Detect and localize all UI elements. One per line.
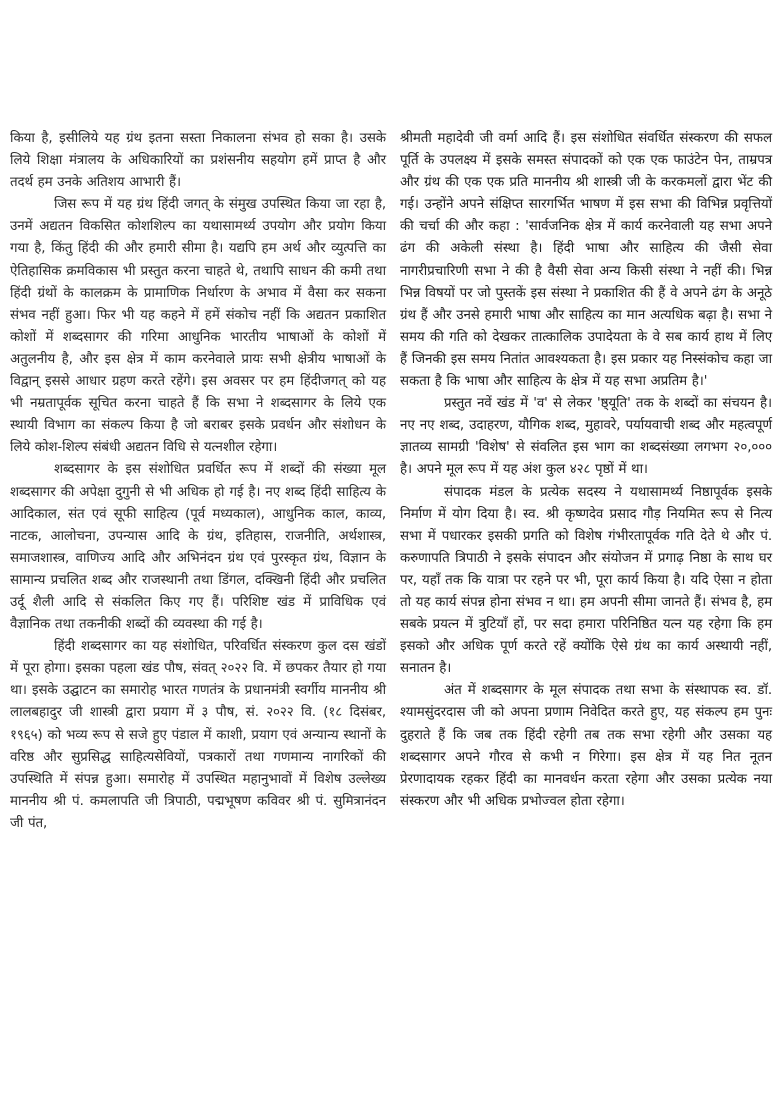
document-page [10,128,772,835]
paragraph: शब्दसागर के इस संशोधित प्रवर्धित रूप में शब्दों की संख्या मूल शब्दसागर की अपेक्षा दुगुनी से भी अधिक हो गई है। नए शब्द हिंदी साहित्य के आदिकाल, संत एवं सूफी साहित्य (पूर्व मध्यकाल), आधुनिक काल, काव्य, नाटक, आलोचना, उपन्यास आदि के ग्रंथ, इतिहास, राजनीति, अर्थशास्त्र, समाजशास्त्र, वाणिज्य आदि और अभिनंदन ग्रंथ एवं पुरस्कृत ग्रंथ, विज्ञान के सामान्य प्रचलित शब्द और राजस्थानी तथा डिंगल, दक्खिनी हिंदी और प्रचलित उर्दू शैली आदि से संकलित किए गए हैं। परिशिष्ट खंड में प्राविधिक एवं वैज्ञानिक तथा तकनीकी शब्दों की व्यवस्था की गई है। [10,462,386,633]
paragraph: अंत में शब्दसागर के मूल संपादक तथा सभा के संस्थापक स्व. डॉ. श्यामसुंदरदास जी को अपना प्रणाम निवेदित करते हुए, यह संकल्प हम पुनः दुहराते हैं कि जब तक हिंदी रहेगी तब तक सभा रहेगी और उसका यह शब्दसागर अपने गौरव से कभी न गिरेगा। इस क्षेत्र में यह नित नूतन प्रेरणादायक रहकर हिंदी का मानवर्धन करता रहेगा और उसका प्रत्येक नया संस्करण और भी अधिक प्रभोज्वल होता रहेगा। [400,683,772,809]
left-column [10,128,386,835]
paragraph: प्रस्तुत नवें खंड में 'व' से लेकर 'ष्ठ्यूति' तक के शब्दों का संचयन है। नए नए शब्द, उदाहरण, यौगिक शब्द, मुहावरे, पर्यायवाची शब्द और महत्वपूर्ण ज्ञातव्य सामग्री 'विशेष' से संवलित इस भाग का शब्दसंख्या लगभग २०,००० है। अपने मूल रूप में यह अंश कुल ४२८ पृष्ठों में था। [400,396,772,478]
paragraph: जिस रूप में यह ग्रंथ हिंदी जगत् के संमुख उपस्थित किया जा रहा है, उनमें अद्यतन विकसित कोशशिल्प का यथासामर्थ्य उपयोग और प्रयोग किया गया है, किंतु हिंदी की और हमारी सीमा है। यद्यपि हम अर्थ और व्युत्पत्ति का ऐतिहासिक क्रमविकास भी प्रस्तुत करना चाहते थे, तथापि साधन की कमी तथा हिंदी ग्रंथों के कालक्रम के प्रामाणिक निर्धारण के अभाव में वैसा कर सकना संभव नहीं हुआ। फिर भी यह कहने में हमें संकोच नहीं कि अद्यतन प्रकाशित कोशों में शब्दसागर की गरिमा आधुनिक भारतीय भाषाओं के कोशों में अतुलनीय है, और इस क्षेत्र में काम करनेवाले प्रायः सभी क्षेत्रीय भाषाओं के विद्वान् इससे आधार ग्रहण करते रहेंगे। इस अवसर पर हम हिंदीजगत् को यह भी नम्रतापूर्वक सूचित करना चाहते हैं कि सभा ने शब्दसागर के लिये एक स्थायी विभाग का संकल्प किया है जो बराबर इसके प्रवर्धन और संशोधन के लिये कोश-शिल्प संबंधी अद्यतन विधि से यत्नशील रहेगा। [10,197,386,456]
paragraph: हिंदी शब्दसागर का यह संशोधित, परिवर्धित संस्करण कुल दस खंडों में पूरा होगा। इसका पहला खंड पौष, संवत् २०२२ वि. में छपकर तैयार हो गया था। इसके उद्घाटन का समारोह भारत गणतंत्र के प्रधानमंत्री स्वर्गीय माननीय श्री लालबहादुर जी शास्त्री द्वारा प्रयाग में ३ पौष, सं. २०२२ वि. (१८ दिसंबर, १९६५) को भव्य रूप से सजे हुए पंडाल में काशी, प्रयाग एवं अन्यान्य स्थानों के वरिष्ठ और सुप्रसिद्ध साहित्यसेवियों, पत्रकारों तथा गणमान्य नागरिकों की उपस्थिति में संपन्न हुआ। समारोह में उपस्थित महानुभावों में विशेष उल्लेख्य माननीय श्री पं. कमलापति जी त्रिपाठी, पद्मभूषण कविवर श्री पं. सुमित्रानंदन जी पंत, [10,639,386,831]
paragraph: संपादक मंडल के प्रत्येक सदस्य ने यथासामर्थ्य निष्ठापूर्वक इसके निर्माण में योग दिया है। स्व. श्री कृष्णदेव प्रसाद गौड़ नियमित रूप से नित्य सभा में पधारकर इसकी प्रगति को विशेष गंभीरतापूर्वक गति देते थे और पं. करुणापति त्रिपाठी ने इसके संपादन और संयोजन में प्रगाढ़ निष्ठा के साथ घर पर, यहाँ तक कि यात्रा पर रहने पर भी, पूरा कार्य किया है। यदि ऐसा न होता तो यह कार्य संपन्न होना संभव न था। हम अपनी सीमा जानते हैं। संभव है, हम सबके प्रयत्न में त्रुटियाँ हों, पर सदा हमारा परिनिष्ठित यत्न यह रहेगा कि हम इसको और अधिक पूर्ण करते रहें क्योंकि ऐसे ग्रंथ का कार्य अस्थायी नहीं, सनातन है। [400,484,772,677]
right-column [400,128,772,835]
paragraph: किया है, इसीलिये यह ग्रंथ इतना सस्ता निकालना संभव हो सका है। उसके लिये शिक्षा मंत्रालय के अधिकारियों का प्रशंसनीय सहयोग हमें प्राप्त है और तदर्थ हम उनके अतिशय आभारी हैं। [10,131,386,191]
paragraph: श्रीमती महादेवी जी वर्मा आदि हैं। इस संशोधित संवर्धित संस्करण की सफल पूर्ति के उपलक्ष्य में इसके समस्त संपादकों को एक एक फाउंटेन पेन, ताम्रपत्र और ग्रंथ की एक एक प्रति माननीय श्री शास्त्री जी के करकमलों द्वारा भेंट की गई। उन्होंने अपने संक्षिप्त सारगर्भित भाषण में इस सभा की विभिन्न प्रवृत्तियों की चर्चा की और कहा : 'सार्वजनिक क्षेत्र में कार्य करनेवाली यह सभा अपने ढंग की अकेली संस्था है। हिंदी भाषा और साहित्य की जैसी सेवा नागरीप्रचारिणी सभा ने की है वैसी सेवा अन्य किसी संस्था ने नहीं की। भिन्न भिन्न विषयों पर जो पुस्तकें इस संस्था ने प्रकाशित की हैं वे अपने ढंग के अनूठे ग्रंथ हैं और उनसे हमारी भाषा और साहित्य का मान अत्यधिक बढ़ा है। सभा ने समय की गति को देखकर तात्कालिक उपादेयता के वे सब कार्य हाथ में लिए हैं जिनकी इस समय नितांत आवश्यकता है। इस प्रकार यह निस्संकोच कहा जा सकता है कि भाषा और साहित्य के क्षेत्र में यह सभा अप्रतिम है।' [400,131,772,390]
